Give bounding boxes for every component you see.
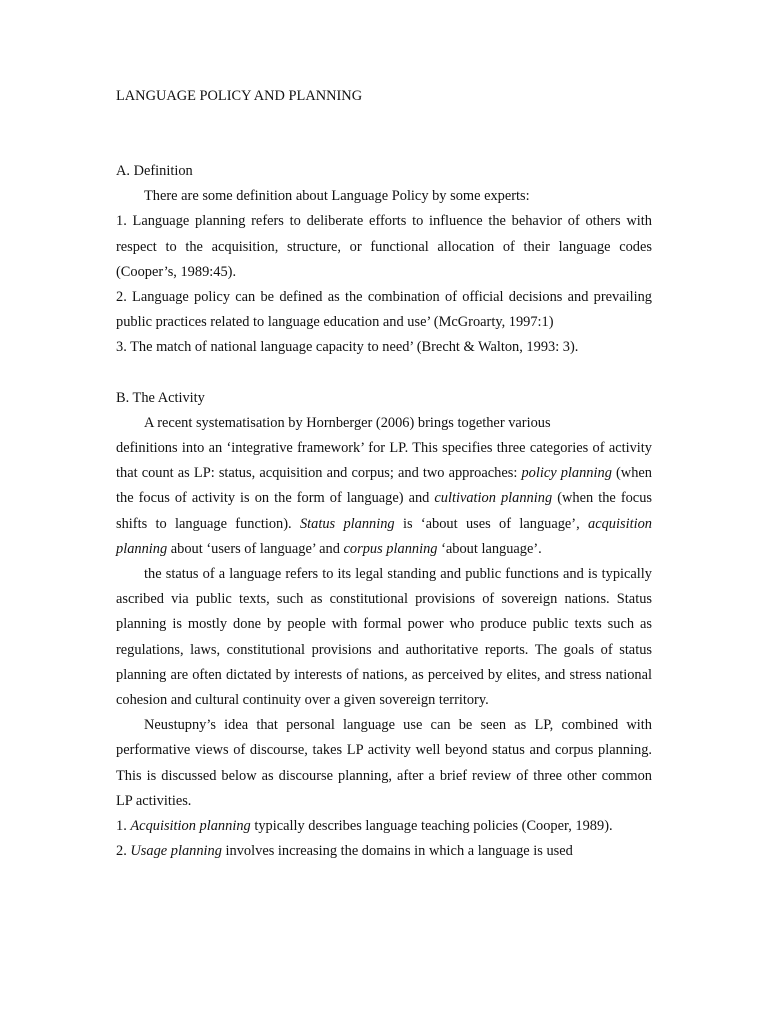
section-b-p1-first-line: A recent systematisation by Hornberger (2006) brings together various [144, 414, 551, 431]
definition-item-1: 1. Language planning refers to deliberate efforts to influence the behavior of others with respect to the acquisition, structure, or functional allocation of their language codes (Cooper’s, 1989:45). [116, 213, 652, 280]
term-policy-planning: policy planning [521, 465, 612, 482]
p1-text-a: definitions into an ‘integrative framework’ for LP. This specifies three categories of activity that count as LP: status, acquisition and corpus; and two approaches: [116, 440, 652, 482]
p1-text-c: (when the focus shifts to language function). [116, 490, 652, 532]
item-number: 2. [116, 843, 131, 860]
item-number: 1. [116, 818, 131, 835]
item-text: involves increasing the domains in which a language is used [221, 843, 573, 860]
section-b-paragraph-3: Neustupny’s idea that personal language use can be seen as LP, combined with performative views of discourse, takes LP activity well beyond status and corpus planning. This is discussed below as discourse planning, after a brief review of three other common LP activities. [116, 717, 652, 809]
p1-text-e: about ‘users of language’ and [167, 540, 344, 557]
p1-text-f: ‘about language’. [437, 540, 542, 557]
term-acquisition-planning: Acquisition planning [130, 818, 251, 835]
definition-item-3: 3. The match of national language capacity to need’ (Brecht & Walton, 1993: 3). [116, 339, 579, 356]
p1-text-d: is ‘about uses of language’, [394, 515, 589, 532]
document-page [116, 84, 652, 864]
p1-text-b: (when the focus of activity is on the form of language) and [116, 465, 652, 507]
spacer [116, 361, 652, 386]
section-a-intro: There are some definition about Language Policy by some experts: [144, 188, 530, 205]
item-text: typically describes language teaching policies (Cooper, 1989). [250, 818, 613, 835]
definition-item-2: 2. Language policy can be defined as the combination of official decisions and prevailing public practices related to language education and use’ (McGroarty, 1997:1) [116, 289, 652, 331]
activity-item-1 [116, 814, 652, 839]
activity-item-2 [116, 839, 652, 864]
section-b-paragraph-1 [116, 436, 652, 562]
document-title: LANGUAGE POLICY AND PLANNING [116, 88, 363, 104]
term-usage-planning: Usage planning [130, 843, 222, 860]
term-acquisition-planning: acquisition planning [116, 515, 652, 557]
term-cultivation-planning: cultivation planning [434, 490, 553, 507]
section-a-heading: A. Definition [116, 163, 193, 179]
term-status-planning: Status planning [299, 515, 395, 532]
section-b-heading: B. The Activity [116, 389, 205, 406]
spacer [116, 109, 652, 159]
section-b-paragraph-2: the status of a language refers to its legal standing and public functions and is typically ascribed via public texts, such as constitutional provisions of sovereign nations. Status planning is mostly done by people with formal power who produce public texts such as regulations, laws, constitutional provisions and authoritative reports. The goals of status planning are often dictated by interests of nations, as perceived by elites, and stress national cohesion and cultural continuity over a given sovereign territory. [116, 566, 652, 709]
term-corpus-planning: corpus planning [343, 540, 438, 557]
